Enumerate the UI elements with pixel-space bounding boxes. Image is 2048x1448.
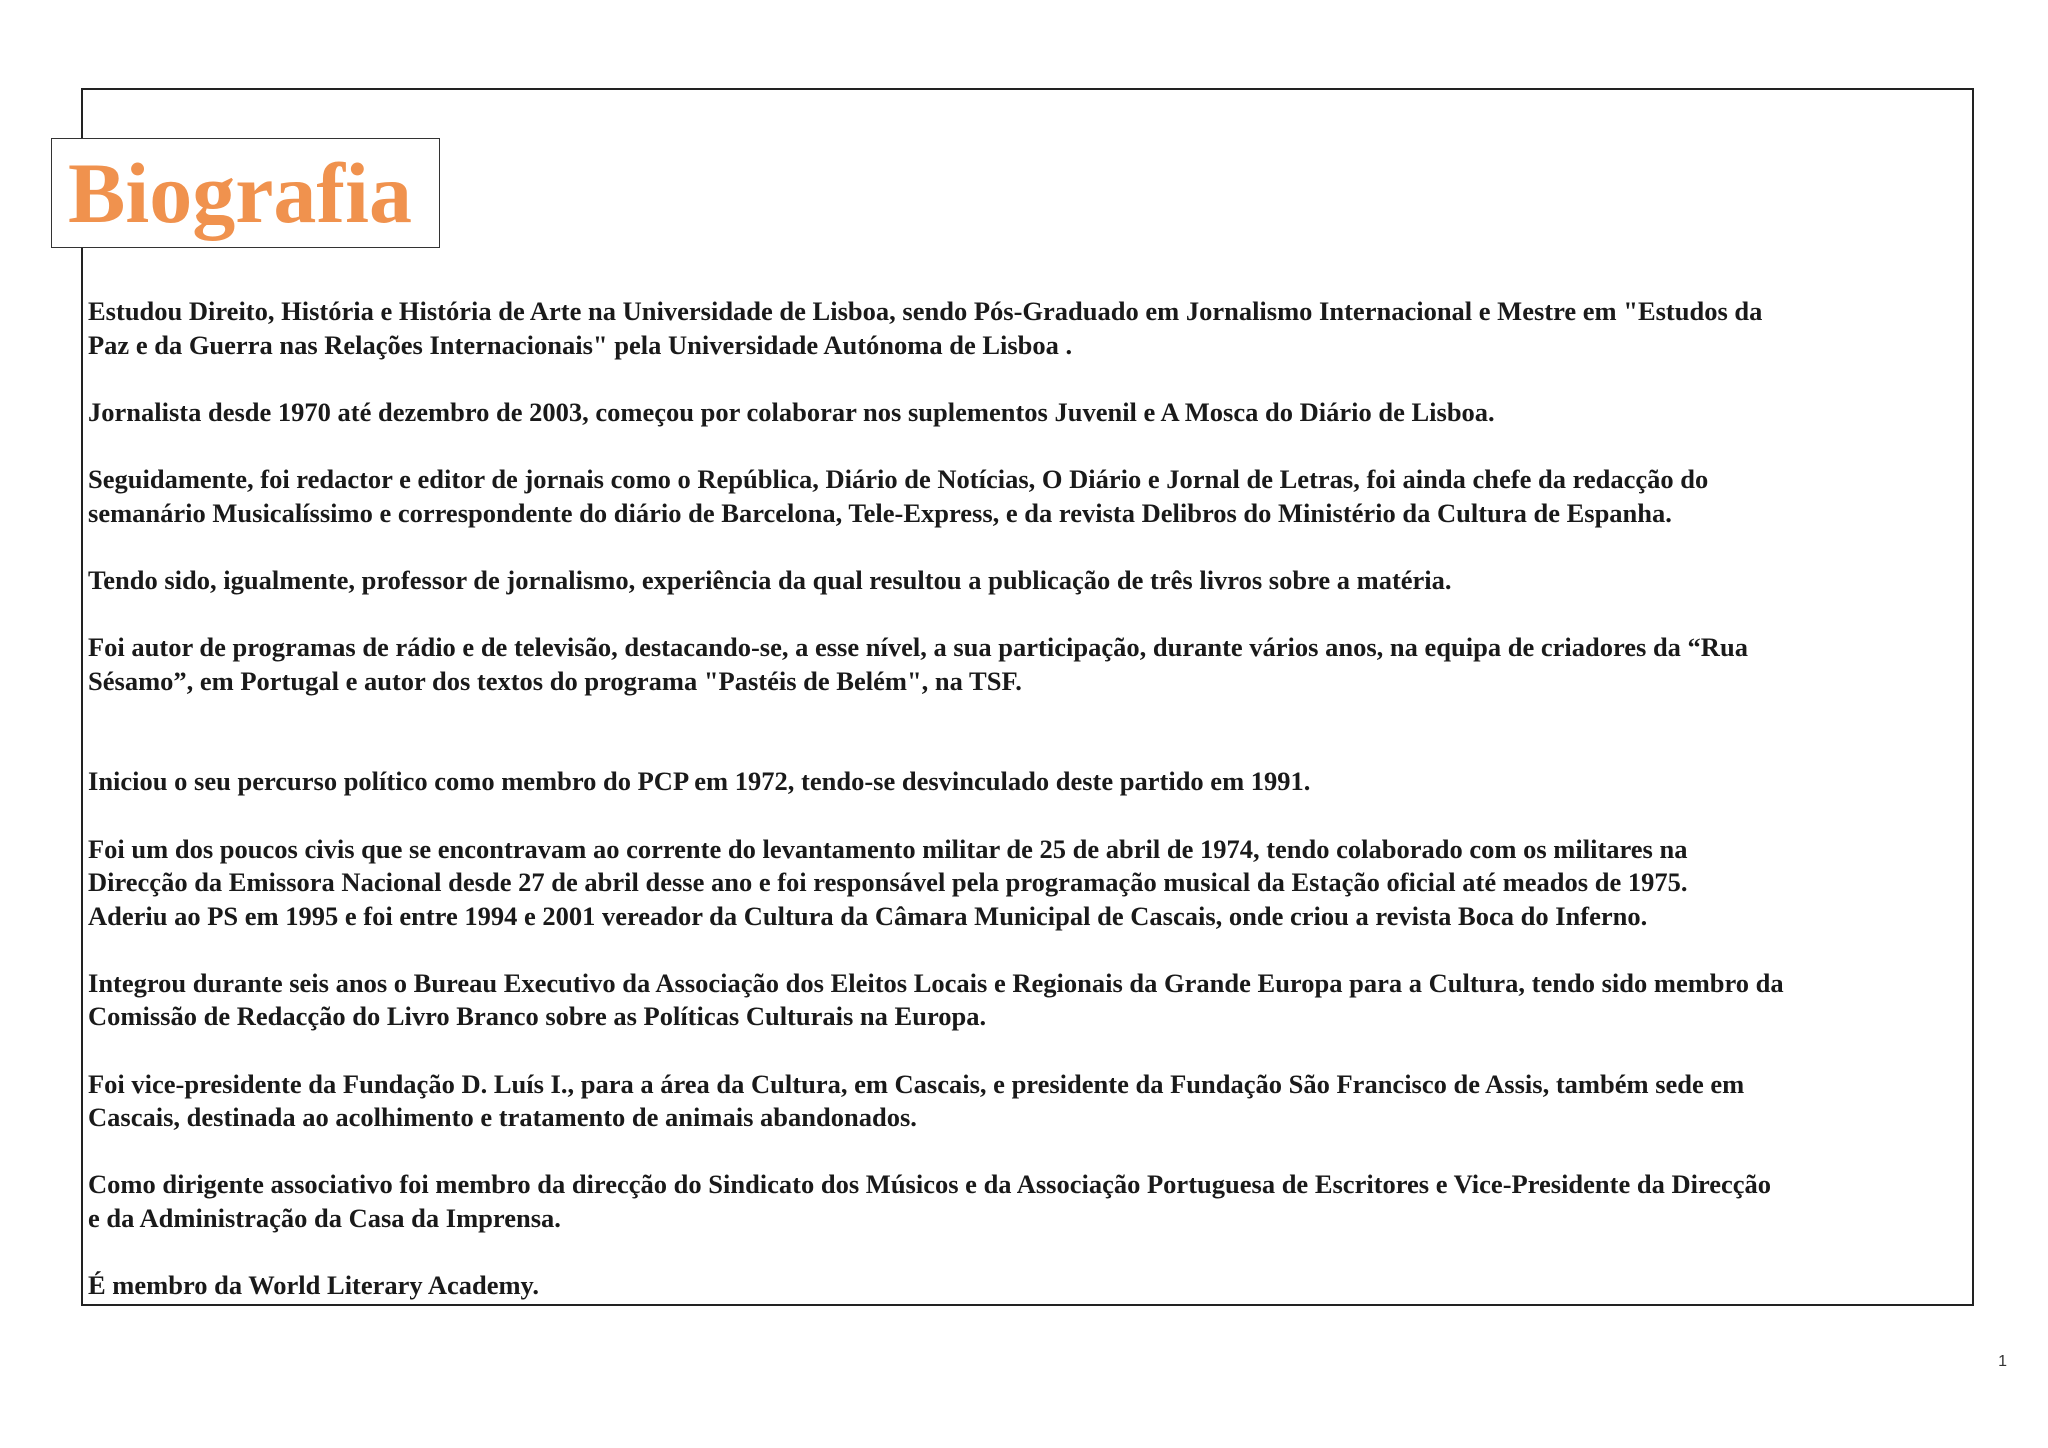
paragraph-academy [88,1269,1968,1303]
text-line: Comissão de Redacção do Livro Branco sobre as Políticas Culturais na Europa. [88,1001,987,1032]
paragraph-associative [88,1168,1968,1235]
biography-text [88,295,1968,1303]
paragraph-foundation [88,1068,1968,1135]
text-line: e da Administração da Casa da Imprensa. [88,1203,561,1234]
title-box [51,138,440,248]
text-line: Como dirigente associativo foi membro da direcção do Sindicato dos Músicos e da Associação Portuguesa de Escritores e Vice-Presidente da Direcção [88,1169,1772,1200]
paragraph-bureau [88,967,1968,1034]
paragraph-journalist [88,396,1968,430]
paragraph-education [88,295,1968,362]
text-line: Direcção da Emissora Nacional desde 27 de abril desse ano e foi responsável pela programação musical da Estação oficial até meados de 1975. [88,867,1688,898]
paragraph-editor [88,463,1968,530]
paragraph-revolution [88,833,1968,934]
text-line: Sésamo”, em Portugal e autor dos textos do programa "Pastéis de Belém", na TSF. [88,665,1022,696]
paragraph-radio-tv [88,631,1968,698]
text-line: Foi autor de programas de rádio e de televisão, destacando-se, a esse nível, a sua participação, durante vários anos, na equipa de criadores da “Rua [88,631,1748,662]
page-number: 1 [1998,1353,2007,1370]
text-line: Aderiu ao PS em 1995 e foi entre 1994 e 2001 vereador da Cultura da Câmara Municipal de Cascais, onde criou a revista Boca do Inferno. [88,900,1648,931]
paragraph-political [88,765,1968,799]
text-line: Foi um dos poucos civis que se encontravam ao corrente do levantamento militar de 25 de abril de 1974, tendo colaborado com os militares na [88,833,1688,864]
text-line: Integrou durante seis anos o Bureau Executivo da Associação dos Eleitos Locais e Regionais da Grande Europa para a Cultura, tendo sido membro da [88,967,1784,998]
text-line: Jornalista desde 1970 até dezembro de 2003, começou por colaborar nos suplementos Juvenil e A Mosca do Diário de Lisboa. [88,396,1495,427]
text-line: Estudou Direito, História e História de Arte na Universidade de Lisboa, sendo Pós-Graduado em Jornalismo Internacional e Mestre em "Estudos da [88,296,1763,326]
text-line: Paz e da Guerra nas Relações Internacionais" pela Universidade Autónoma de Lisboa . [88,329,1073,360]
page-title: Biografia [68,145,412,241]
text-line: Iniciou o seu percurso político como membro do PCP em 1972, tendo-se desvinculado deste partido em 1991. [88,766,1311,797]
text-line: Cascais, destinada ao acolhimento e tratamento de animais abandonados. [88,1102,917,1133]
text-line: semanário Musicalíssimo e correspondente do diário de Barcelona, Tele-Express, e da revista Delibros do Ministério da Cultura de Espanha. [88,497,1672,528]
text-line: Seguidamente, foi redactor e editor de jornais como o República, Diário de Notícias, O Diário e Jornal de Letras, foi ainda chefe da redacção do [88,463,1709,494]
text-line: Tendo sido, igualmente, professor de jornalismo, experiência da qual resultou a publicação de três livros sobre a matéria. [88,564,1452,595]
text-line: É membro da World Literary Academy. [88,1270,539,1301]
paragraph-professor [88,564,1968,598]
text-line: Foi vice-presidente da Fundação D. Luís I., para a área da Cultura, em Cascais, e presidente da Fundação São Francisco de Assis, também sede em [88,1068,1745,1099]
